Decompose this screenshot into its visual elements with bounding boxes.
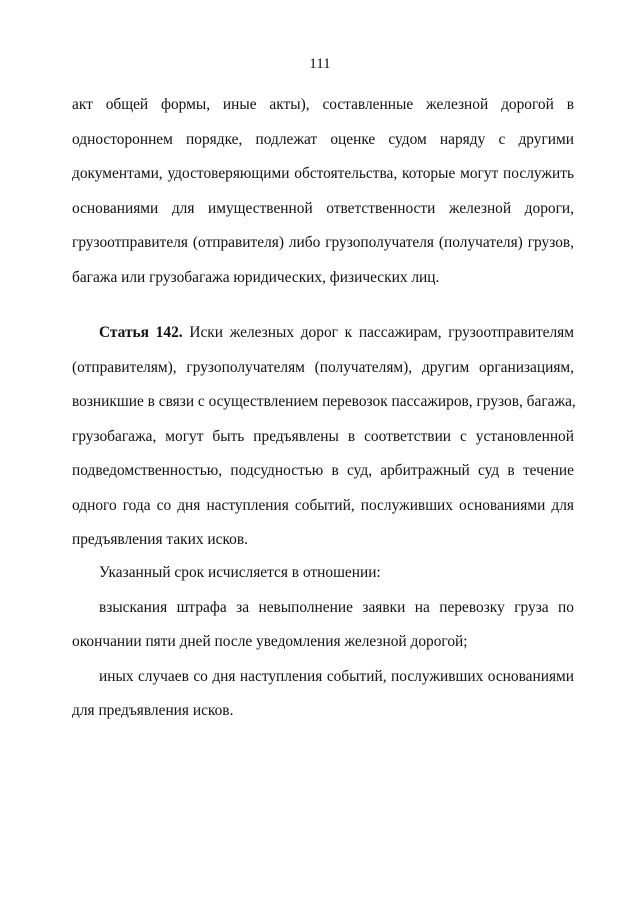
text-line: возникшие в связи с осуществлением перевозок пассажиров, грузов, багажа,	[72, 393, 576, 410]
text-line: для предъявления исков.	[72, 702, 234, 719]
text-line: багажа или грузобагажа юридических, физических лиц.	[72, 268, 440, 286]
text-line: окончании пяти дней после уведомления железной дорогой;	[72, 633, 468, 650]
page-number: 111	[309, 56, 331, 72]
text-line: подведомственностью, подсудностью в суд, арбитражный суд в течение	[72, 462, 574, 479]
text-line: иных случаев со дня наступления событий, послуживших основаниями	[99, 667, 574, 685]
text-line: грузоотправителя (отправителя) либо грузополучателя (получателя) грузов,	[72, 234, 574, 251]
text-line: основаниями для имущественной ответственности железной дороги,	[72, 199, 574, 217]
text-line: грузобагажа, могут быть предъявлены в соответствии с установленной	[72, 427, 574, 445]
text-line: (отправителям), грузополучателям (получателям), другим организациям,	[72, 358, 574, 376]
article-142	[72, 316, 574, 558]
article-heading: Статья 142.	[99, 324, 183, 341]
article-first-line-text: Иски железных дорог к пассажирам, грузоотправителям	[189, 324, 575, 341]
term-paragraphs	[72, 556, 574, 729]
text-line: взыскания штрафа за невыполнение заявки на перевозку груза по	[99, 598, 574, 616]
article-first-line	[72, 316, 574, 351]
paragraph-continuation	[72, 88, 574, 295]
text-line: документами, удостоверяющими обстоятельства, которые могут послужить	[72, 165, 574, 182]
text-line: акт общей формы, иные акты), составленные железной дорогой в	[72, 96, 574, 113]
text-line: одного года со дня наступления событий, послуживших основаниями для	[72, 496, 574, 514]
term-intro: Указанный срок исчисляется в отношении:	[99, 564, 381, 581]
text-line: одностороннем порядке, подлежат оценке судом наряду с другими	[72, 130, 574, 148]
text-line: предъявления таких исков.	[72, 531, 248, 548]
